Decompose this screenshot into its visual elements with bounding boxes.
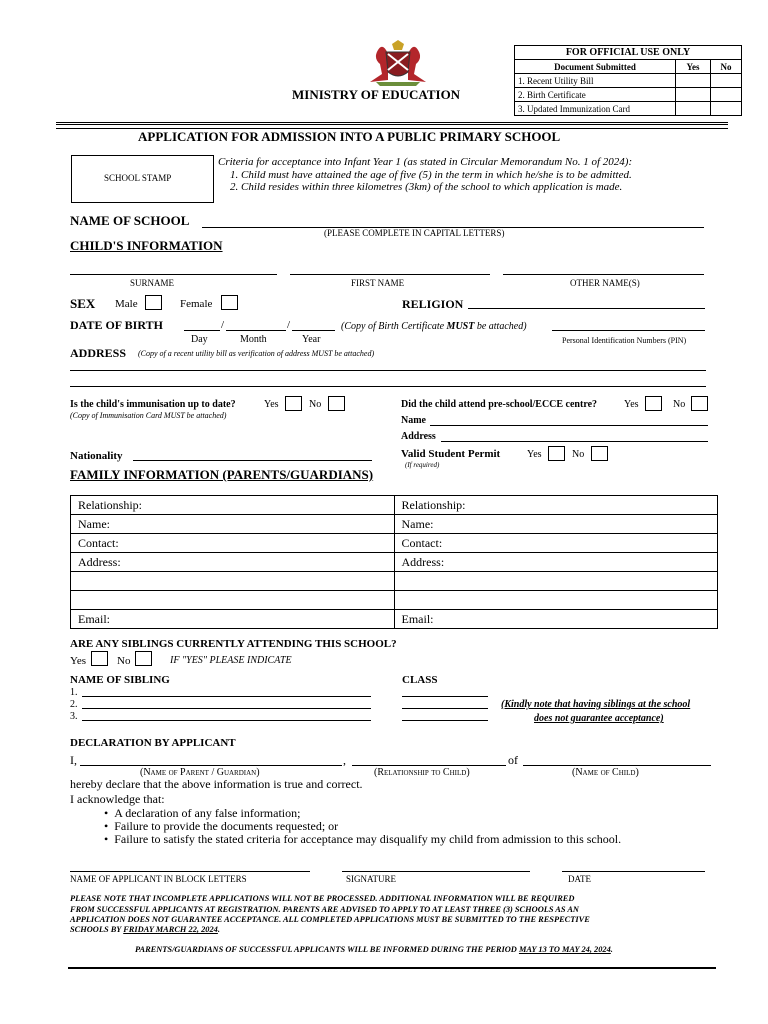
criteria-item-2: 2. Child resides within three kilometres (3km) of the school to which application is made. <box>230 181 623 193</box>
footer-rule <box>68 967 716 969</box>
official-yes-cell[interactable] <box>675 88 710 102</box>
immunisation-no-label: No <box>309 399 322 410</box>
preschool-yes-checkbox[interactable] <box>645 396 662 411</box>
col-document: Document Submitted <box>515 60 676 74</box>
dob-day-field[interactable] <box>184 330 220 331</box>
dob-note: (Copy of Birth Certificate MUST be attached) <box>341 321 527 332</box>
official-no-cell[interactable] <box>711 74 742 88</box>
sibling-note-1: (Kindly note that having siblings at the school <box>501 699 691 710</box>
sibling-number: 1. <box>70 687 78 698</box>
siblings-question: ARE ANY SIBLINGS CURRENTLY ATTENDING THIS SCHOOL? <box>70 638 397 650</box>
religion-field[interactable] <box>468 308 705 309</box>
preschool-no-checkbox[interactable] <box>691 396 708 411</box>
permit-yes-checkbox[interactable] <box>548 446 565 461</box>
first-name-label: FIRST NAME <box>351 278 405 288</box>
family-cell[interactable] <box>394 591 718 610</box>
family-cell[interactable] <box>71 572 395 591</box>
declaration-heading: DECLARATION BY APPLICANT <box>70 737 236 749</box>
relationship-caption: (Relationship to Child) <box>374 767 470 778</box>
child-info-heading: CHILD'S INFORMATION <box>70 238 223 253</box>
official-yes-cell[interactable] <box>675 102 710 116</box>
first-name-field[interactable] <box>290 274 490 275</box>
family-cell[interactable]: Email: <box>71 610 395 629</box>
comma: , <box>343 753 346 767</box>
sibling-class-field[interactable] <box>402 720 488 721</box>
immunisation-note: (Copy of Immunisation Card MUST be attached) <box>70 411 227 420</box>
official-use-title: FOR OFFICIAL USE ONLY <box>515 46 742 60</box>
preschool-address-field[interactable] <box>441 441 708 442</box>
sibling-number: 2. <box>70 699 78 710</box>
sibling-note-2: does not guarantee acceptance) <box>534 713 664 724</box>
notice-line-1: PLEASE NOTE THAT INCOMPLETE APPLICATIONS WILL NOT BE PROCESSED. ADDITIONAL INFORMATION WILL BE REQUIRED <box>70 894 575 903</box>
siblings-yes-checkbox[interactable] <box>91 651 108 666</box>
coat-of-arms-logo <box>358 40 438 86</box>
header-divider <box>56 122 728 129</box>
child-name-field[interactable] <box>523 765 711 766</box>
date-field[interactable] <box>562 871 705 872</box>
sibling-name-field[interactable] <box>82 696 371 697</box>
preschool-address-label: Address <box>401 431 436 442</box>
school-stamp-label: SCHOOL STAMP <box>104 173 172 183</box>
dob-label: DATE OF BIRTH <box>70 318 163 332</box>
applicant-name-label: NAME OF APPLICANT IN BLOCK LETTERS <box>70 874 247 884</box>
family-cell[interactable]: Relationship: <box>71 496 395 515</box>
surname-label: SURNAME <box>130 278 175 288</box>
immunisation-no-checkbox[interactable] <box>328 396 345 411</box>
family-cell[interactable] <box>71 591 395 610</box>
preschool-no-label: No <box>673 399 686 410</box>
ack-bullet-1: • A declaration of any false information; <box>104 806 301 820</box>
address-line[interactable] <box>70 370 706 371</box>
siblings-yes-label: Yes <box>70 655 87 667</box>
sibling-class-field[interactable] <box>402 708 488 709</box>
sibling-class-label: CLASS <box>402 674 438 686</box>
family-cell[interactable]: Address: <box>71 553 395 572</box>
official-use-box <box>514 45 742 116</box>
preschool-yes-label: Yes <box>624 399 639 410</box>
female-checkbox[interactable] <box>221 295 238 310</box>
ack-bullet-3: • Failure to satisfy the stated criteria for acceptance may disqualify my child from admission to this school. <box>104 832 622 846</box>
dob-slash: / <box>221 319 225 331</box>
permit-no-checkbox[interactable] <box>591 446 608 461</box>
parent-caption: (Name of Parent / Guardian) <box>140 767 260 778</box>
signature-label: SIGNATURE <box>346 874 397 884</box>
notice-line-4: SCHOOLS BY FRIDAY MARCH 22, 2024. <box>70 925 220 934</box>
official-row: 2. Birth Certificate <box>515 88 676 102</box>
sibling-name-label: NAME OF SIBLING <box>70 674 170 686</box>
dob-year-label: Year <box>302 334 321 345</box>
family-cell[interactable] <box>394 572 718 591</box>
male-label: Male <box>115 298 138 310</box>
family-table <box>70 495 718 629</box>
nationality-field[interactable] <box>133 460 372 461</box>
pin-field[interactable] <box>552 330 705 331</box>
preschool-question: Did the child attend pre-school/ECCE centre? <box>401 399 598 410</box>
family-cell[interactable]: Contact: <box>394 534 718 553</box>
col-no: No <box>711 60 742 74</box>
permit-yes-label: Yes <box>527 449 542 460</box>
signature-field[interactable] <box>342 871 530 872</box>
female-label: Female <box>180 298 213 310</box>
family-heading: FAMILY INFORMATION (PARENTS/GUARDIANS) <box>70 467 374 482</box>
surname-field[interactable] <box>70 274 277 275</box>
family-cell[interactable]: Email: <box>394 610 718 629</box>
address-note: (Copy of a recent utility bill as verification of address MUST be attached) <box>138 349 375 358</box>
child-caption: (Name of Child) <box>572 767 639 778</box>
if-yes-note: IF "YES" PLEASE INDICATE <box>170 655 292 666</box>
dob-month-field[interactable] <box>226 330 286 331</box>
dob-slash: / <box>287 319 291 331</box>
family-cell[interactable]: Contact: <box>71 534 395 553</box>
immunisation-yes-checkbox[interactable] <box>285 396 302 411</box>
if-required-note: (If required) <box>405 461 440 469</box>
siblings-no-checkbox[interactable] <box>135 651 152 666</box>
dob-month-label: Month <box>240 334 267 345</box>
official-row: 3. Updated Immunization Card <box>515 102 676 116</box>
sex-label: SEX <box>70 296 96 311</box>
acknowledge-statement: I acknowledge that: <box>70 792 165 806</box>
applicant-name-field[interactable] <box>70 871 310 872</box>
address-label: ADDRESS <box>70 346 127 360</box>
permit-label: Valid Student Permit <box>401 448 501 460</box>
official-row: 1. Recent Utility Bill <box>515 74 676 88</box>
ack-bullet-2: • Failure to provide the documents requested; or <box>104 819 339 833</box>
criteria-heading: Criteria for acceptance into Infant Year 1 (as stated in Circular Memorandum No. 1 of 2024): <box>218 156 633 168</box>
family-cell[interactable]: Name: <box>71 515 395 534</box>
permit-no-label: No <box>572 449 585 460</box>
form-title: APPLICATION FOR ADMISSION INTO A PUBLIC PRIMARY SCHOOL <box>138 129 561 144</box>
address-line[interactable] <box>70 386 706 387</box>
family-cell[interactable]: Address: <box>394 553 718 572</box>
sibling-class-field[interactable] <box>402 696 488 697</box>
dob-year-field[interactable] <box>292 330 335 331</box>
ministry-title: MINISTRY OF EDUCATION <box>292 87 461 102</box>
notice-line-3: APPLICATION DOES NOT GUARANTEE ACCEPTANCE. ALL COMPLETED APPLICATIONS MUST BE SUBMITTED TO THE RESPECTIVE <box>70 915 590 924</box>
sibling-name-field[interactable] <box>82 708 371 709</box>
official-yes-cell[interactable] <box>675 74 710 88</box>
official-no-cell[interactable] <box>711 102 742 116</box>
declare-statement: hereby declare that the above information is true and correct. <box>70 777 363 791</box>
sibling-name-field[interactable] <box>82 720 371 721</box>
family-cell[interactable]: Relationship: <box>394 496 718 515</box>
siblings-no-label: No <box>117 655 131 667</box>
preschool-name-field[interactable] <box>430 425 708 426</box>
pin-label: Personal Identification Numbers (PIN) <box>562 336 687 345</box>
sibling-number: 3. <box>70 711 78 722</box>
school-name-label: NAME OF SCHOOL <box>70 213 190 228</box>
immunisation-question: Is the child's immunisation up to date? <box>70 399 236 410</box>
date-label: DATE <box>568 874 591 884</box>
dob-day-label: Day <box>191 334 208 345</box>
male-checkbox[interactable] <box>145 295 162 310</box>
parent-name-field[interactable] <box>80 765 342 766</box>
col-yes: Yes <box>675 60 710 74</box>
official-no-cell[interactable] <box>711 88 742 102</box>
family-cell[interactable]: Name: <box>394 515 718 534</box>
capital-letters-note: (PLEASE COMPLETE IN CAPITAL LETTERS) <box>324 228 505 238</box>
declaration-i: I, <box>70 753 77 767</box>
notification-period: PARENTS/GUARDIANS OF SUCCESSFUL APPLICANTS WILL BE INFORMED DURING THE PERIOD MAY 13 TO MAY 24, 2024. <box>135 945 613 954</box>
other-names-field[interactable] <box>503 274 704 275</box>
declaration-of: of <box>508 753 518 767</box>
religion-label: RELIGION <box>402 297 464 311</box>
notice-line-2: FROM SUCCESSFUL APPLICANTS AT REGISTRATION. PARENTS ARE ADVISED TO APPLY TO AT LEAST THREE (3) SCHOOLS AS AN <box>70 905 579 914</box>
other-names-label: OTHER NAME(S) <box>570 278 640 288</box>
nationality-label: Nationality <box>70 450 123 462</box>
criteria-item-1: 1. Child must have attained the age of five (5) in the term in which he/she is to be admitted. <box>230 169 632 181</box>
immunisation-yes-label: Yes <box>264 399 279 410</box>
preschool-name-label: Name <box>401 415 426 426</box>
relationship-field[interactable] <box>352 765 506 766</box>
